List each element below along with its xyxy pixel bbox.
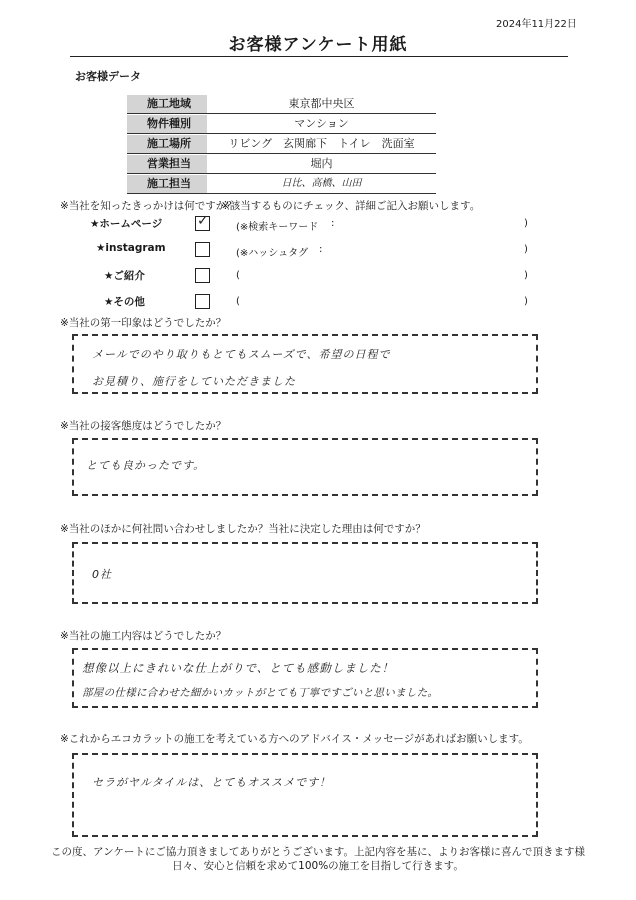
answer-line: 想像以上にきれいな仕上がりで、とても感動しました！ <box>82 661 395 675</box>
option-label-instagram: ★instagram <box>96 242 166 254</box>
checkbox-referral[interactable] <box>195 268 210 283</box>
page-title: お客様アンケート用紙 <box>228 35 408 55</box>
survey-date: 2024年11月22日 <box>496 19 577 30</box>
option-label-homepage: ★ホームページ <box>90 218 163 230</box>
info-label: 施工地域 <box>127 95 207 113</box>
checkbox-other[interactable] <box>195 294 210 309</box>
question-4: ※当社のほかに何社問い合わせしましたか？当社に決定した理由は何ですか？ <box>60 523 426 535</box>
question-5: ※当社の施工内容はどうでしたか？ <box>60 630 227 642</box>
answer-line: 0社 <box>92 568 112 581</box>
option-label-referral: ★ご紹介 <box>104 270 145 282</box>
question-6: ※これからエコカラットの施工を考えている方へのアドバイス・メッセージがあればお願いします。 <box>60 733 529 745</box>
answer-box-first-impression[interactable] <box>72 334 538 394</box>
info-value: マンション <box>294 117 349 130</box>
answer-box-other-companies[interactable] <box>72 542 538 604</box>
info-row-sales <box>127 155 436 174</box>
detail-close: ) <box>524 270 528 281</box>
question-1-instruction: ※該当するものにチェック、詳細ご記入お願いします。 <box>221 200 481 212</box>
info-label: 施工担当 <box>127 175 207 193</box>
info-label: 営業担当 <box>127 155 207 173</box>
detail-close: ) <box>524 244 528 255</box>
footer-line: この度、アンケートにご協力頂きましてありがとうございます。上記内容を基に、よりお客様に喜んで頂きます様 <box>50 846 586 858</box>
info-label: 施工場所 <box>127 135 207 153</box>
title-underline <box>70 56 568 57</box>
checkbox-homepage[interactable] <box>195 213 210 231</box>
info-row-location <box>127 135 436 154</box>
detail-value: : <box>319 244 323 255</box>
customer-data-label: お客様データ <box>75 70 141 83</box>
footer-line: 日々、安心と信頼を求めて100%の施工を目指して行きます。 <box>172 860 464 872</box>
question-3: ※当社の接客態度はどうでしたか？ <box>60 420 227 432</box>
detail-prefix: (※検索キーワード <box>236 222 319 233</box>
checkbox-instagram[interactable] <box>195 242 210 257</box>
answer-line: メールでのやり取りもとてもスムーズで、希望の日程で <box>92 348 391 361</box>
detail-value: : <box>331 218 335 229</box>
detail-prefix: ( <box>236 296 240 307</box>
question-2: ※当社の第一印象はどうでしたか？ <box>60 317 227 329</box>
answer-line: 部屋の仕様に合わせた細かいカットがとても丁寧ですごいと思いました。 <box>82 687 439 699</box>
info-row-property-type <box>127 115 436 134</box>
option-label-other: ★その他 <box>104 296 145 308</box>
check-icon: ✓ <box>197 213 209 229</box>
question-1: ※当社を知ったきっかけは何ですか？ <box>60 200 237 212</box>
answer-box-service-attitude[interactable] <box>72 438 538 496</box>
info-value: 東京都中央区 <box>288 97 355 110</box>
info-value: 堀内 <box>310 157 333 170</box>
detail-close: ) <box>524 218 528 229</box>
answer-box-construction-quality[interactable] <box>72 648 538 708</box>
answer-box-advice-message[interactable] <box>72 753 538 837</box>
info-row-area <box>127 95 436 114</box>
answer-line: とても良かったです。 <box>86 459 206 472</box>
detail-prefix: (※ハッシュタグ <box>236 248 309 259</box>
answer-line: セラがヤルタイルは、とてもオススメです！ <box>92 776 332 789</box>
info-label: 物件種別 <box>127 115 207 133</box>
info-value: 日比、高橋、山田 <box>281 178 362 189</box>
answer-line: お見積り、施行をしていただきました <box>92 375 296 388</box>
detail-prefix: ( <box>236 270 240 281</box>
detail-close: ) <box>524 296 528 307</box>
info-value: リビング 玄関廊下 トイレ 洗面室 <box>228 137 415 150</box>
customer-info-table <box>127 95 436 194</box>
info-row-installer <box>127 175 436 194</box>
